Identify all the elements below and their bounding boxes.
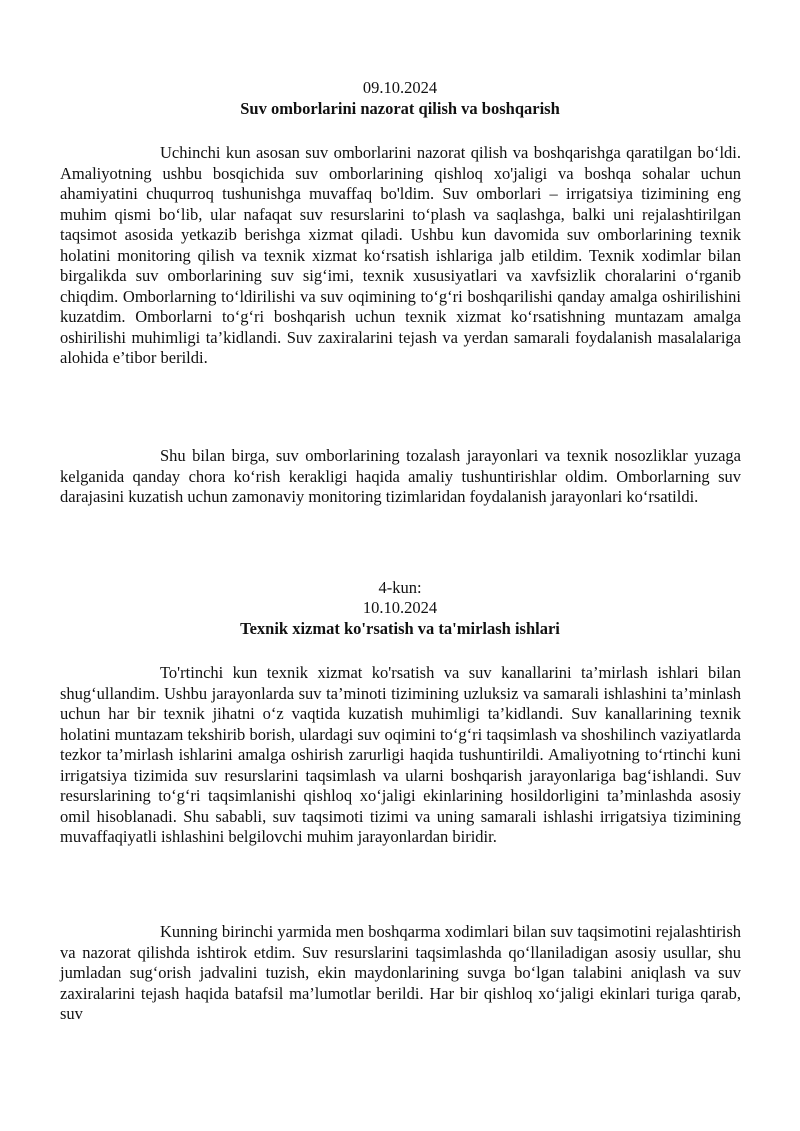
section1-date: 09.10.2024 <box>362 78 438 97</box>
section2-paragraph-2: Kunning birinchi yarmida men boshqarma xodimlari bilan suv taqsimotini rejalashtirish va nazorat qilishda ishtirok etdim. Suv resurslarini taqsimlashda qo‘llaniladigan asosiy usullar, shu jumladan sug‘orish jadvalini tuzish, ekin maydonlarining suvga bo‘lgan talabini aniqlash va suv zaxiralarini tejash haqida batafsil ma’lumotlar berildi. Har bir qishloq xo‘jaligi ekinlari turiga qarab, suv <box>60 922 741 1023</box>
section2-paragraph-1: To'rtinchi kun texnik xizmat ko'rsatish va suv kanallarini ta’mirlash ishlari bilan shug‘ullandim. Ushbu jarayonlarda suv ta’minoti tizimining uzluksiz va samarali ishlashini ta’minlash uchun har bir texnik jihatni o‘z vaqtida kuzatish muhimligi ta’kidlandi. Suv kanallarining texnik holatini muntazam tekshirib borish, ulardagi suv oqimini to‘g‘ri taqsimlash va shoshilinch vaziyatlarda tezkor ta’mirlash ishlarini amalga oshirish zarurligi haqida tushuntirildi. Amaliyotning to‘rtinchi kuni irrigatsiya tizimida suv resurslarini taqsimlash va ularni boshqarish jarayonlariga bag‘ishlandi. Suv resurslarining to‘g‘ri taqsimlanishi qishloq xo‘jaligi ekinlarining hosildorligini ta’minlashda asosiy omil hisoblanadi. Shu sababli, suv taqsimoti tizimi va uning samarali ishlashi irrigatsiya tizimining muvaffaqiyatli ishlashini belgilovchi muhim jarayonlardan biridir. <box>60 663 741 846</box>
section2-date: 10.10.2024 <box>362 598 438 617</box>
section2-title: Texnik xizmat ko'rsatish va ta'mirlash ishlari <box>240 619 560 638</box>
section1-paragraph-1: Uchinchi kun asosan suv omborlarini nazorat qilish va boshqarishga qaratilgan bo‘ldi. Amaliyotning ushbu bosqichida suv omborlarining qishloq xo'jaligi va boshqa sohalar uchun ahamiyatini chuqurroq tushunishga muvaffaq bo'ldim. Suv omborlari – irrigatsiya tizimining eng muhim qismi bo‘lib, ular nafaqat suv resurslarini to‘plash va saqlashga, balki uni rejalashtirilgan taqsimot asosida yetkazib berishga xizmat qiladi. Ushbu kun davomida suv omborlarining texnik holatini monitoring qilish va texnik xizmat ko‘rsatish ishlariga jalb etildim. Texnik xodimlar bilan birgalikda suv omborlarining suv sig‘imi, texnik xususiyatlari va xavfsizlik choralarini o‘rganib chiqdim. Omborlarning to‘ldirilishi va suv oqimining to‘g‘ri boshqarilishi qanday amalga oshirilishini kuzatdim. Omborlarni to‘g‘ri boshqarish uchun texnik xizmat ko‘rsatishning muntazam amalga oshirilishi muhimligi ta’kidlandi. Suv zaxiralarini tejash va yerdan samarali foydalanish masalalariga alohida e’tibor berildi. <box>60 143 741 367</box>
section1-paragraph-2: Shu bilan birga, suv omborlarining tozalash jarayonlari va texnik nosozliklar yuzaga kelganida qanday chora ko‘rish kerakligi haqida amaliy tushuntirishlar oldim. Omborlarning suv darajasini kuzatish uchun zamonaviy monitoring tizimlaridan foydalanish jarayonlari ko‘rsatildi. <box>60 446 741 506</box>
section2-day: 4-kun: <box>378 578 422 597</box>
section1-title: Suv omborlarini nazorat qilish va boshqarish <box>240 99 560 118</box>
